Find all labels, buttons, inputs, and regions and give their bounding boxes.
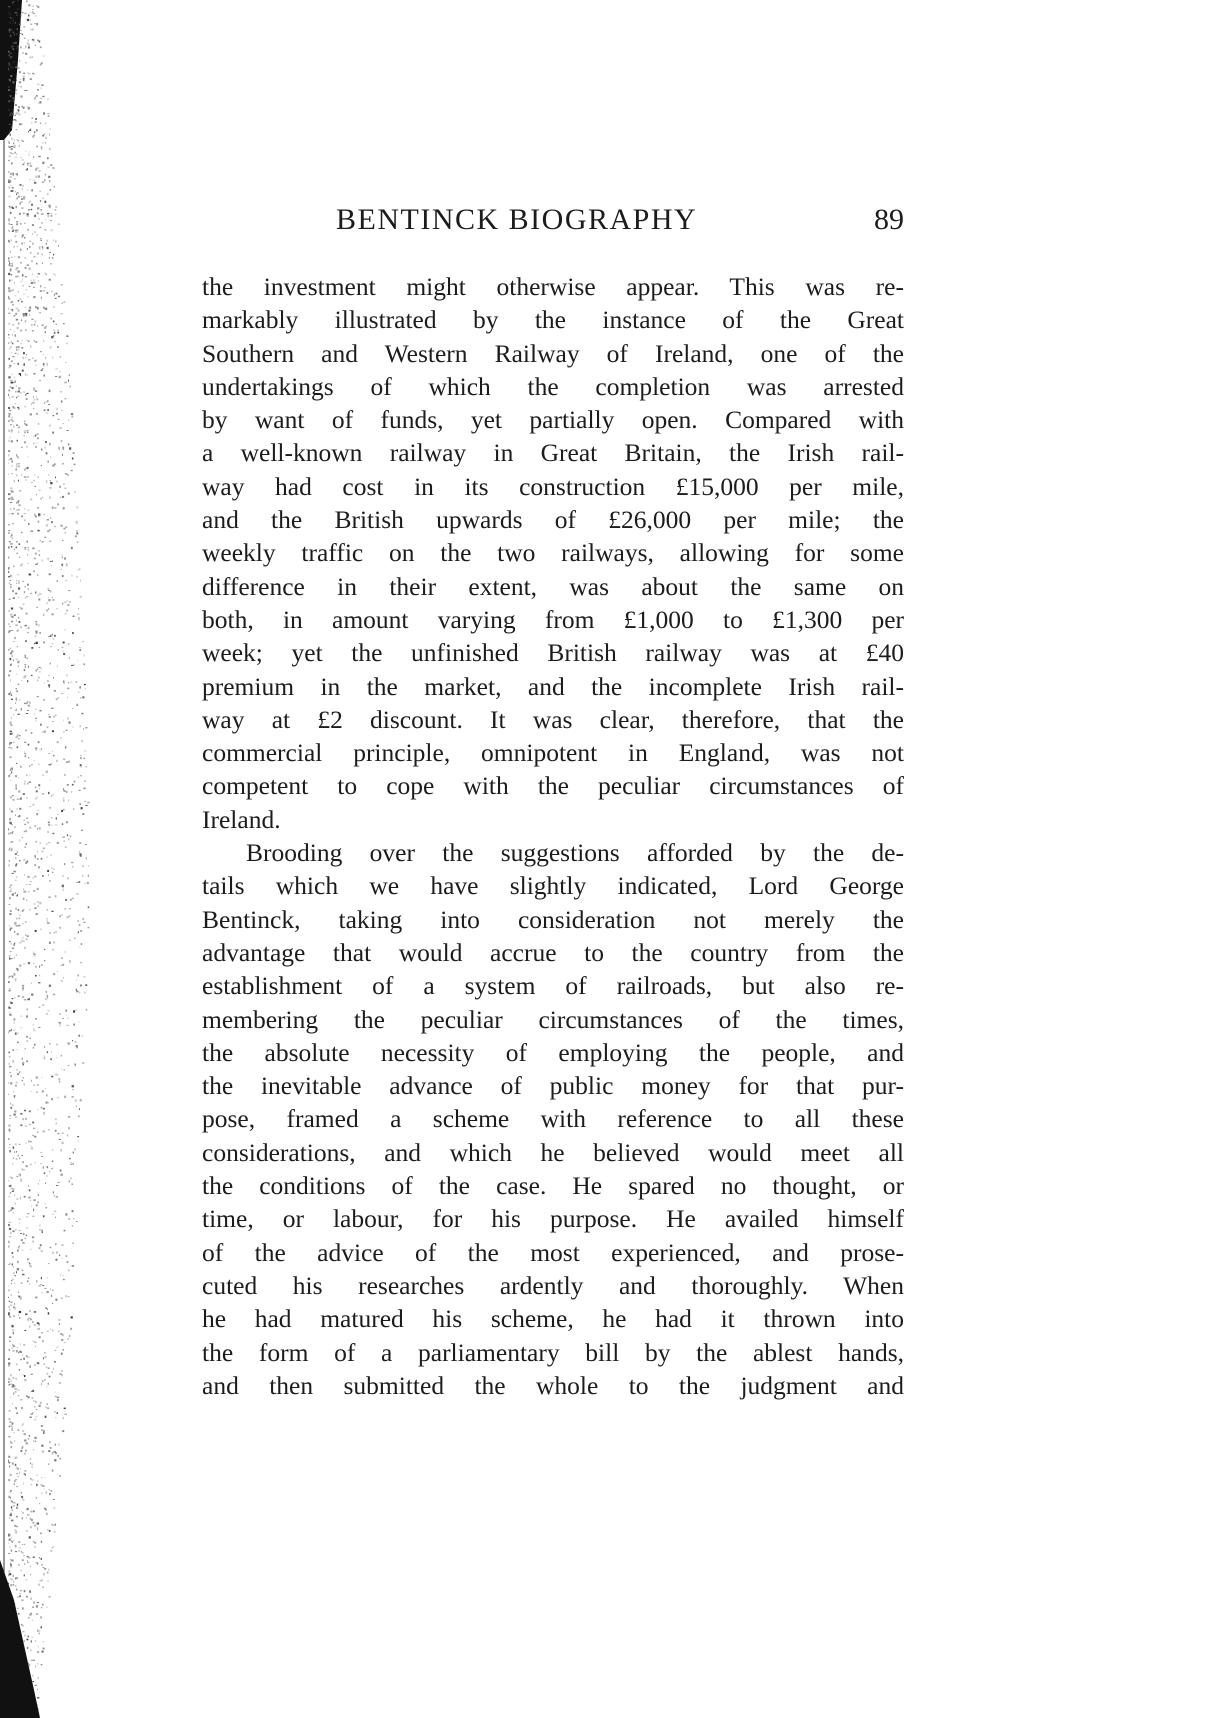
text-line: Ireland. <box>202 804 281 834</box>
text-line: establishment of a system of railroads, but also re- <box>202 971 904 1001</box>
text-line: competent to cope with the peculiar circumstances of <box>202 771 904 801</box>
text-line: time, or labour, for his purpose. He availed himself <box>202 1204 904 1234</box>
text-line: undertakings of which the completion was arrested <box>202 371 904 401</box>
text-line: he had matured his scheme, he had it thrown into <box>202 1304 904 1334</box>
text-line: weekly traffic on the two railways, allowing for some <box>202 538 904 568</box>
text-line: week; yet the unfinished British railway was at £40 <box>202 638 904 668</box>
text-line: the conditions of the case. He spared no thought, or <box>202 1171 904 1201</box>
text-line: Bentinck, taking into consideration not merely the <box>202 904 904 934</box>
text-line: difference in their extent, was about the same on <box>202 571 904 601</box>
paragraph <box>202 270 904 836</box>
text-line: and the British upwards of £26,000 per mile; the <box>202 505 904 535</box>
text-line: pose, framed a scheme with reference to all these <box>202 1104 904 1134</box>
text-line: advantage that would accrue to the country from the <box>202 937 904 967</box>
body-text <box>202 270 904 1402</box>
scanned-binding-edge <box>0 0 110 1718</box>
running-head <box>200 200 910 240</box>
text-line: a well-known railway in Great Britain, the Irish rail- <box>202 438 904 468</box>
page-number: 89 <box>874 203 904 236</box>
text-line: the investment might otherwise appear. This was re- <box>202 272 904 301</box>
text-line: Brooding over the suggestions afforded by the de- <box>246 838 904 868</box>
text-line: premium in the market, and the incomplete Irish rail- <box>202 671 904 701</box>
text-line: the form of a parliamentary bill by the ablest hands, <box>202 1337 904 1367</box>
text-line: markably illustrated by the instance of the Great <box>202 305 904 335</box>
text-line: way at £2 discount. It was clear, therefore, that the <box>202 704 904 734</box>
text-line: and then submitted the whole to the judgment and <box>202 1370 904 1400</box>
text-line: the inevitable advance of public money for that pur- <box>202 1071 904 1101</box>
text-line: of the advice of the most experienced, and prose- <box>202 1237 904 1267</box>
text-line: considerations, and which he believed would meet all <box>202 1137 904 1167</box>
text-line: membering the peculiar circumstances of the times, <box>202 1004 904 1034</box>
text-line: Southern and Western Railway of Ireland, one of the <box>202 338 904 368</box>
text-line: commercial principle, omnipotent in England, was not <box>202 738 904 768</box>
text-line: tails which we have slightly indicated, Lord George <box>202 871 904 901</box>
text-line: way had cost in its construction £15,000 per mile, <box>202 471 904 501</box>
text-line: the absolute necessity of employing the people, and <box>202 1037 904 1067</box>
text-line: both, in amount varying from £1,000 to £1,300 per <box>202 604 904 634</box>
running-head-title: BENTINCK BIOGRAPHY <box>336 203 698 236</box>
text-line: cuted his researches ardently and thoroughly. When <box>202 1270 904 1300</box>
text-line: by want of funds, yet partially open. Compared with <box>202 405 904 435</box>
paragraph <box>202 836 904 1402</box>
